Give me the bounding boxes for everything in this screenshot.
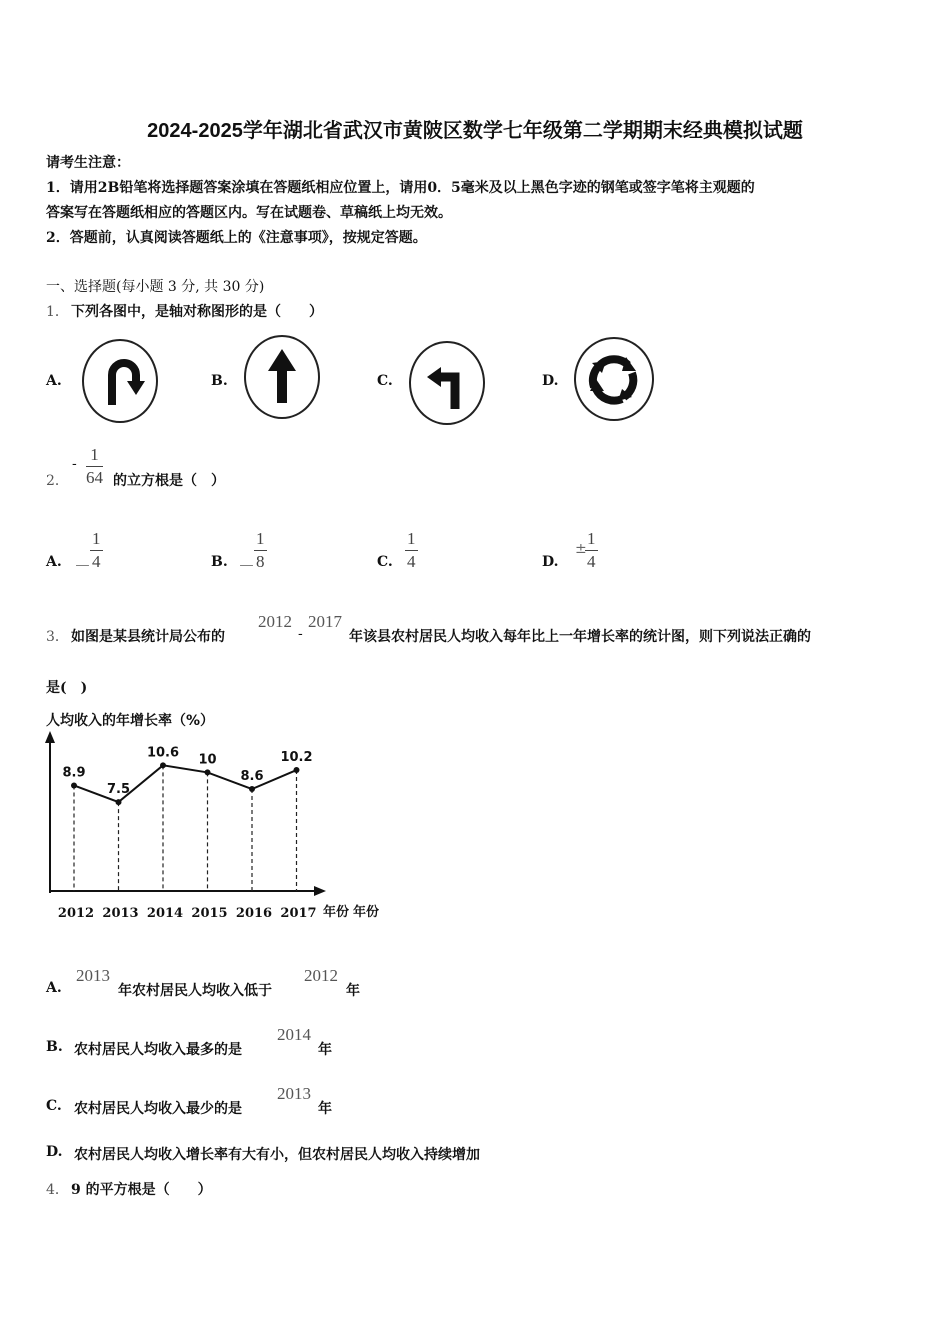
data-label-2016: 8.6 <box>240 769 264 785</box>
q3-option-b-label: B. <box>46 1039 63 1055</box>
q2-option-a-label: A. <box>46 554 62 570</box>
q3-year-start: 2012 <box>258 612 292 631</box>
q2-minus: - <box>72 456 77 472</box>
q2-option-b-label: B. <box>211 554 228 570</box>
roundabout-sign-icon <box>574 337 654 421</box>
q3-option-a-end: 年 <box>346 983 360 999</box>
straight-arrow-sign-icon <box>244 335 320 419</box>
data-point-2012 <box>71 782 77 788</box>
q3-text-c: 是( ) <box>46 680 88 696</box>
q3-option-d-label: D. <box>46 1144 63 1160</box>
q2-option-b-den: 8 <box>256 552 265 571</box>
u-turn-sign-icon <box>82 339 158 423</box>
chart-title: 人均收入的年增长率（%） <box>46 713 215 729</box>
q3-option-d-text: 农村居民人均收入增长率有大有小，但农村居民人均收入持续增加 <box>74 1147 480 1163</box>
q2-frac-num: 1 <box>86 446 103 467</box>
data-label-2017: 10.2 <box>280 750 313 766</box>
section-heading: 一、选择题(每小题 3 分, 共 30 分) <box>46 279 265 295</box>
q3-dash: - <box>298 626 303 642</box>
data-point-2016 <box>249 786 255 792</box>
q3-option-b-end: 年 <box>318 1042 332 1058</box>
q2-option-d-fraction <box>585 530 598 572</box>
q3-option-c-label: C. <box>46 1098 62 1114</box>
q2-text: 的立方根是（ ） <box>113 473 225 489</box>
q1-number: 1． <box>46 304 69 320</box>
q2-option-a-num: 1 <box>90 530 103 551</box>
data-label-2015: 10 <box>198 752 217 768</box>
x-tick-label-2014: 2014 <box>146 906 184 921</box>
data-point-2014 <box>160 762 166 768</box>
notice-heading: 请考生注意： <box>46 155 130 171</box>
q1-label-a: A. <box>46 373 62 389</box>
q2-option-c-fraction <box>405 530 418 572</box>
q1-text: 下列各图中，是轴对称图形的是（ ） <box>71 304 323 320</box>
q4-text: 9 的平方根是（ ） <box>71 1182 212 1198</box>
x-axis-label-repeat: 年份 <box>353 905 380 920</box>
q2-number: 2． <box>46 473 69 489</box>
notice-line-1b: 答案写在答题纸相应的答题区内。写在试题卷、草稿纸上均无效。 <box>46 205 452 221</box>
notice-line-1: 1．请用2B铅笔将选择题答案涂填在答题纸相应位置上，请用0．5毫米及以上黑色字迹的钢笔或签字笔将主观题的 <box>46 180 755 196</box>
q3-option-c-year: 2013 <box>277 1084 311 1103</box>
q3-option-a-label: A. <box>46 980 62 996</box>
q2-option-a-fraction <box>90 530 103 572</box>
q3-option-b-text: 农村居民人均收入最多的是 <box>74 1042 242 1058</box>
q3-year-end: 2017 <box>308 612 342 631</box>
x-tick-label-2013: 2013 <box>102 906 139 921</box>
q2-option-d-den: 4 <box>587 552 596 571</box>
q2-option-a-sign: － <box>74 557 91 576</box>
q2-option-b-num: 1 <box>254 530 267 551</box>
q2-option-b-fraction <box>254 530 267 572</box>
q3-text-b: 年该县农村居民人均收入每年比上一年增长率的统计图，则下列说法正确的 <box>349 629 811 645</box>
q3-option-b-year: 2014 <box>277 1025 311 1044</box>
page-title: 2024-2025学年湖北省武汉市黄陂区数学七年级第二学期期末经典模拟试题 <box>147 120 803 142</box>
q2-option-c-num: 1 <box>405 530 418 551</box>
x-tick-label-2012: 2012 <box>57 906 95 921</box>
q3-option-c-text: 农村居民人均收入最少的是 <box>74 1101 242 1117</box>
x-axis-arrow <box>314 886 326 896</box>
q1-label-c: C. <box>377 373 393 389</box>
q2-option-b-sign: － <box>238 557 255 576</box>
q2-option-d-sign: ± <box>575 541 587 557</box>
q2-option-d-num: 1 <box>585 530 598 551</box>
data-point-2015 <box>205 769 211 775</box>
notice-line-2: 2．答题前，认真阅读答题纸上的《注意事项》，按规定答题。 <box>46 230 427 246</box>
y-axis-arrow <box>45 731 55 743</box>
q3-option-a-year2: 2012 <box>304 966 338 985</box>
q4-number: 4． <box>46 1182 69 1198</box>
data-point-2017 <box>294 767 300 773</box>
q3-option-c-end: 年 <box>318 1101 332 1117</box>
q2-option-a-den: 4 <box>92 552 101 571</box>
q3-text-a: 如图是某县统计局公布的 <box>71 629 225 645</box>
x-tick-label-2016: 2016 <box>235 906 273 921</box>
data-label-2012: 8.9 <box>62 765 86 781</box>
q2-fraction <box>86 446 103 488</box>
x-axis-label: 年份 <box>323 905 350 920</box>
growth-rate-chart <box>40 705 400 930</box>
data-label-2014: 10.6 <box>146 745 180 761</box>
left-turn-sign-icon <box>409 341 485 425</box>
q2-option-c-label: C. <box>377 554 393 570</box>
q1-label-d: D. <box>542 373 559 389</box>
q1-label-b: B. <box>211 373 228 389</box>
q2-option-c-den: 4 <box>407 552 416 571</box>
q3-number: 3． <box>46 629 69 645</box>
data-label-2013: 7.5 <box>106 782 131 798</box>
q3-option-a-year1: 2013 <box>76 966 110 985</box>
q2-option-d-label: D. <box>542 554 559 570</box>
q3-option-a-text: 年农村居民人均收入低于 <box>118 983 272 999</box>
q2-frac-den: 64 <box>86 468 103 487</box>
data-point-2013 <box>116 799 122 805</box>
x-tick-label-2015: 2015 <box>191 906 228 921</box>
x-tick-label-2017: 2017 <box>280 906 317 921</box>
